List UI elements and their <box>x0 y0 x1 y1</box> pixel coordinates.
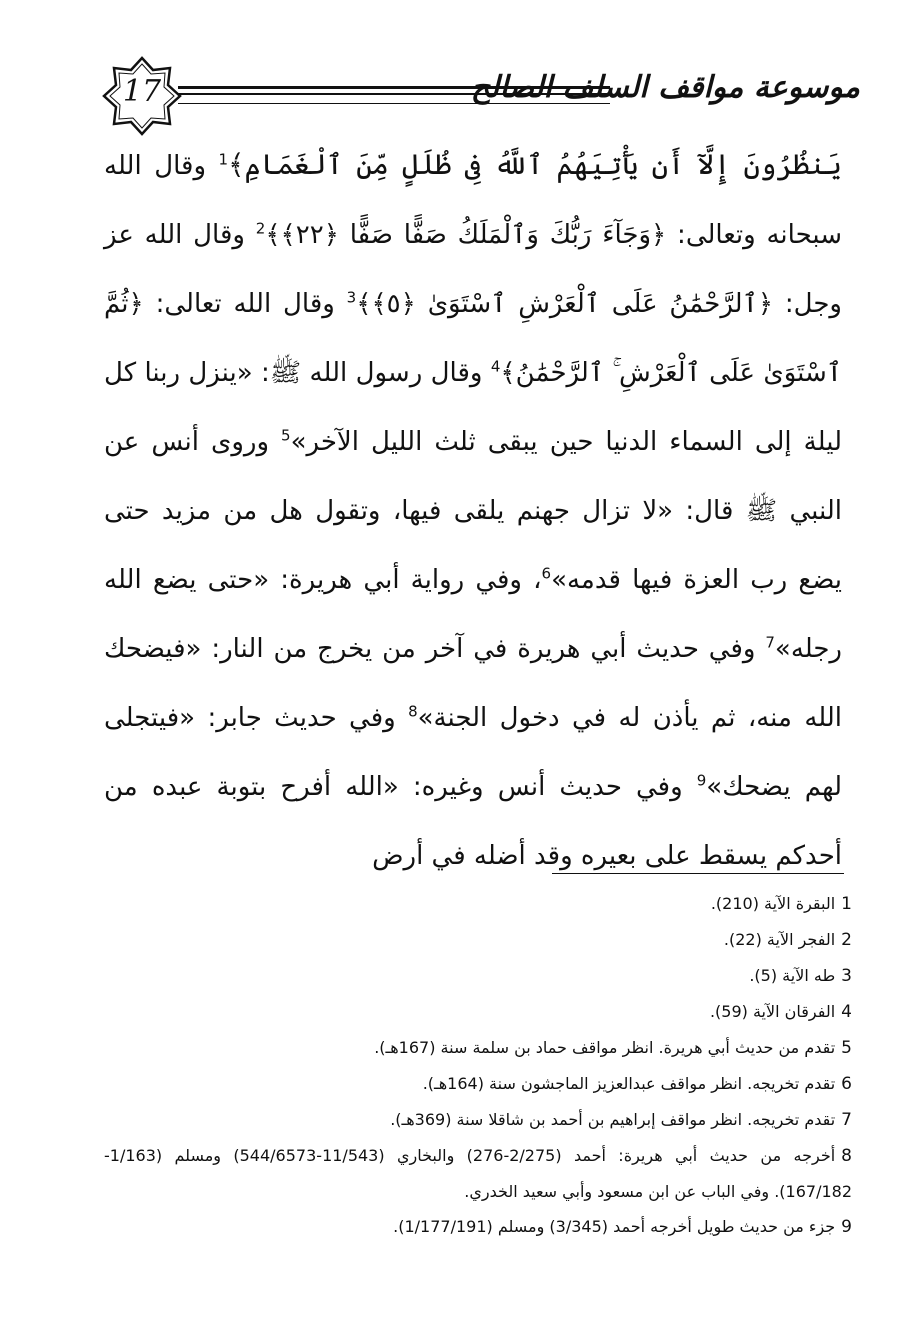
footnote-number: 6 <box>841 1074 852 1094</box>
footnote-ref: 1 <box>218 150 229 169</box>
footnote <box>104 1138 852 1209</box>
footnote <box>104 994 852 1030</box>
footnote-text: الفجر الآية (22). <box>723 930 836 949</box>
footnote <box>104 922 852 958</box>
footnote-ref: 5 <box>281 426 291 445</box>
footnote-number: 7 <box>841 1110 852 1130</box>
footnote-text: طه الآية (5). <box>749 966 836 985</box>
footnote <box>104 1066 852 1102</box>
footnote <box>104 958 852 994</box>
footnote <box>104 1030 852 1066</box>
text-segment: وقال الله سبحانه وتعالى: ﴿وَجَآءَ رَبُّكَ وَٱلْمَلَكُ صَفًّا صَفًّا ﴿٢٢﴾﴾ <box>104 151 842 250</box>
text-segment: وقال الله عز وجل: ﴿ٱلرَّحْمَٰنُ عَلَى ٱلْعَرْشِ ٱسْتَوَىٰ ﴿٥﴾﴾ <box>104 220 842 319</box>
footnote-text: البقرة الآية (210). <box>710 894 836 913</box>
text-segment: وفي حديث أنس وغيره: «الله أفرح بتوبة عبده من أحدكم يسقط على بعيره وقد أضله في أرض <box>104 772 842 871</box>
footnote-separator <box>552 873 844 874</box>
text-segment: ، وفي رواية أبي هريرة: «حتى يضع الله رجله» <box>104 565 842 664</box>
footnote-number: 5 <box>841 1038 852 1058</box>
page-number: 17 <box>122 74 162 109</box>
text-segment: وقال رسول الله ﷺ: «ينزل ربنا كل ليلة إلى السماء الدنيا حين يبقى ثلث الليل الآخر» <box>104 358 842 457</box>
footnote-ref: 4 <box>490 357 501 376</box>
text-segment: وروى أنس عن النبي ﷺ قال: «لا تزال جهنم يلقى فيها، وتقول هل من مزيد حتى يضع رب العزة فيها قدمه» <box>104 427 842 595</box>
footnote-text: أخرجه من حديث أبي هريرة: أحمد (2/275-276) والبخاري (11/543-544/6573) ومسلم (1/163-167/182). وفي الباب عن ابن مسعود وأبي سعيد الخدري. <box>104 1146 852 1201</box>
footnote-ref: 8 <box>408 702 418 721</box>
footnote-ref: 2 <box>255 219 266 238</box>
page-number-badge <box>102 56 182 136</box>
book-title: موسوعة مواقف السلف الصالح <box>470 70 860 105</box>
footnote-ref: 9 <box>696 771 707 790</box>
footnote-number: 9 <box>841 1217 852 1237</box>
footnote-text: تقدم من حديث أبي هريرة. انظر مواقف حماد بن سلمة سنة (167هـ). <box>374 1038 836 1057</box>
footnote-number: 2 <box>841 930 852 950</box>
quran-verse: يَنظُرُونَ إِلَّآ أَن يَأْتِيَهُمُ ٱللَّهُ فِى ظُلَلٍ مِّنَ ٱلْغَمَامِ﴾ <box>228 148 842 181</box>
text-segment: وفي حديث أبي هريرة في آخر من يخرج من النار: «فيضحك الله منه، ثم يأذن له في دخول الجنة» <box>104 634 843 733</box>
footnote <box>104 1209 852 1245</box>
footnote-number: 1 <box>841 894 852 914</box>
footnote-ref: 3 <box>346 288 357 307</box>
footnote-number: 3 <box>841 966 852 986</box>
footnote-text: الفرقان الآية (59). <box>709 1002 836 1021</box>
footnote-ref: 6 <box>541 564 552 583</box>
footnote <box>104 886 852 922</box>
footnote <box>104 1102 852 1138</box>
footnote-number: 8 <box>841 1146 852 1166</box>
footnote-text: جزء من حديث طويل أخرجه أحمد (3/345) ومسلم (1/177/191). <box>393 1217 836 1236</box>
footnotes <box>104 886 852 1245</box>
text-segment: وقال الله تعالى: ﴿ثُمَّ ٱسْتَوَىٰ عَلَى ٱلْعَرْشِ ۚ ٱلرَّحْمَٰنُ﴾ <box>104 289 842 388</box>
footnote-ref: 7 <box>765 633 775 652</box>
footnote-text: تقدم تخريجه. انظر مواقف عبدالعزيز الماجشون سنة (164هـ). <box>422 1074 836 1093</box>
text-segment: وفي حديث جابر: «فيتجلى لهم يضحك» <box>104 703 842 802</box>
footnote-text: تقدم تخريجه. انظر مواقف إبراهيم بن أحمد بن شاقلا سنة (369هـ). <box>390 1110 836 1129</box>
main-text <box>104 130 842 891</box>
footnote-number: 4 <box>841 1002 852 1022</box>
